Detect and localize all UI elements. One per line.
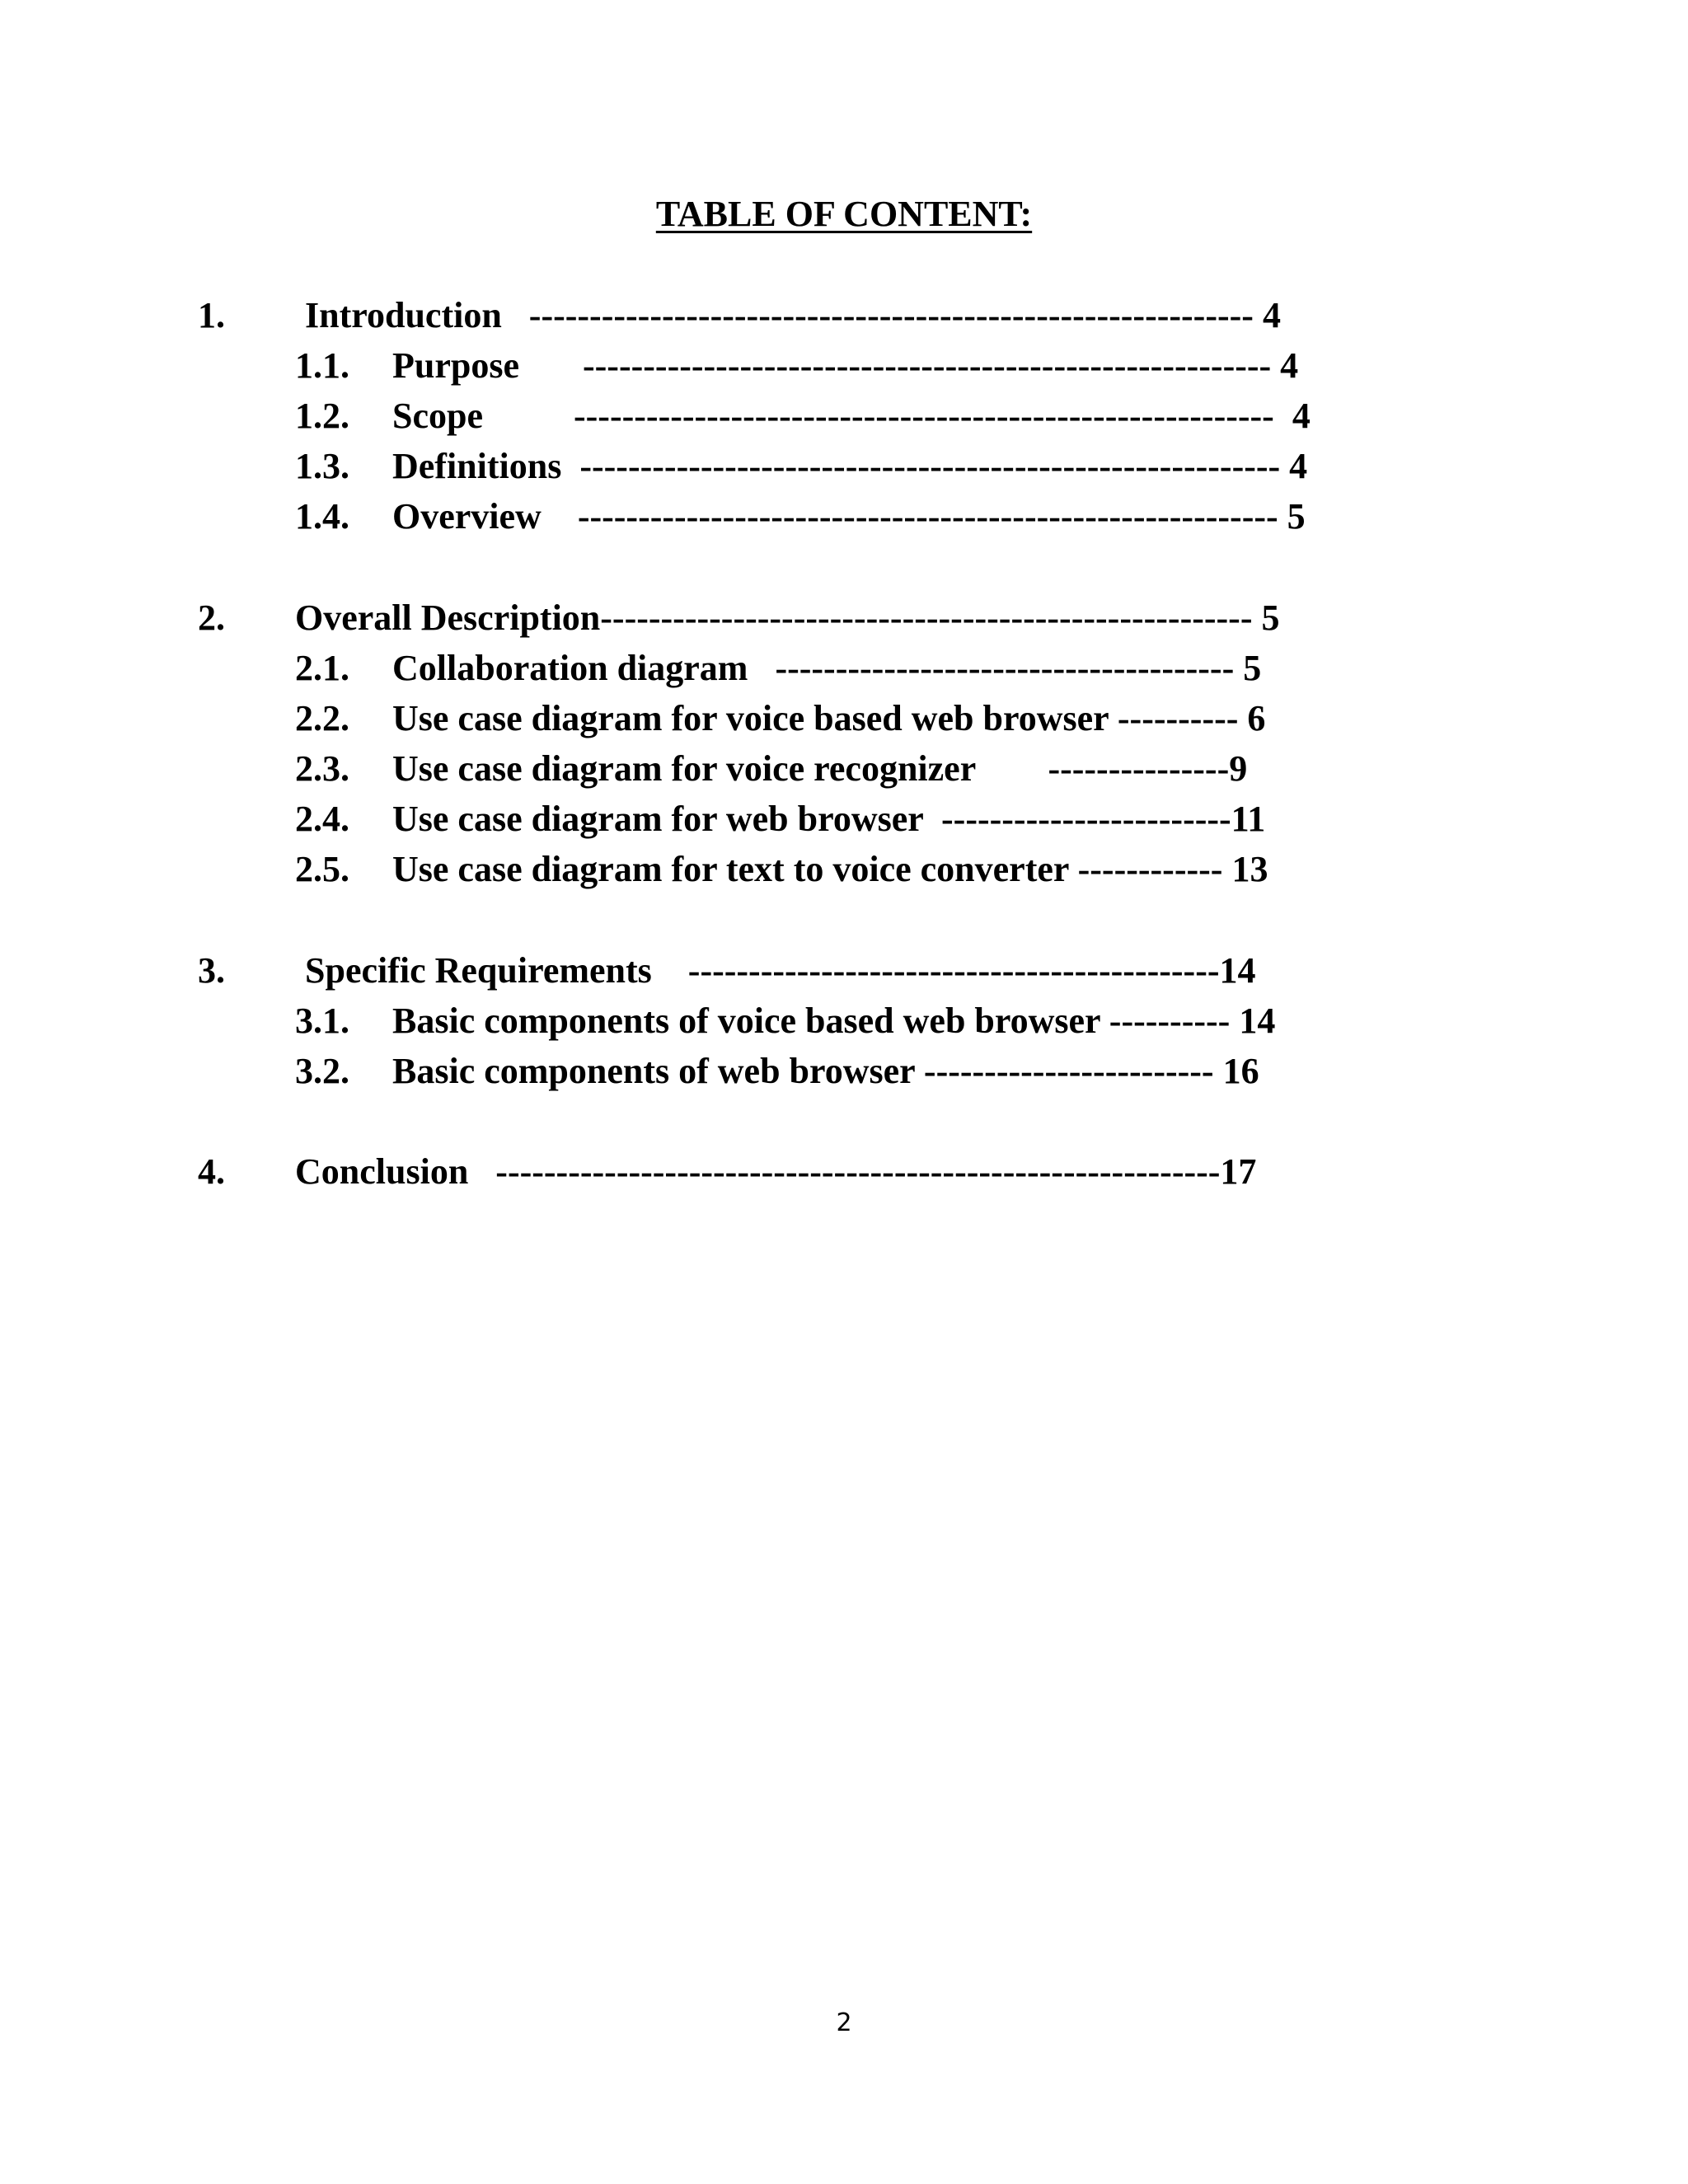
toc-entry-number: 1.3.: [295, 446, 349, 486]
toc-entry-text: Use case diagram for voice based web browser ---------- 6: [392, 698, 1266, 738]
toc-entry-number: 2.: [198, 598, 225, 638]
toc-entry-number: 1.2.: [295, 396, 349, 436]
toc-entry-text: Introduction ------------------------------------------------------------ 4: [305, 295, 1281, 335]
toc-entry-number: 3.2.: [295, 1051, 349, 1091]
toc-entry-text: Basic components of web browser ------------------------ 16: [392, 1051, 1259, 1091]
toc-entry-number: 1.: [198, 295, 225, 335]
toc-entry-text: Scope ---------------------------------------------------------- 4: [392, 396, 1311, 436]
page-number: 2: [836, 2008, 852, 2037]
toc-entry-text: Use case diagram for voice recognizer ---------------9: [392, 748, 1248, 789]
toc-entry-number: 1.4.: [295, 496, 349, 537]
toc-entry-text: Basic components of voice based web browser ---------- 14: [392, 1001, 1276, 1041]
toc-entry-number: 3.1.: [295, 1001, 349, 1041]
toc-entry-number: 2.5.: [295, 849, 349, 889]
toc-entry-text: Specific Requirements --------------------------------------------14: [305, 950, 1256, 991]
toc-entry-text: Definitions ---------------------------------------------------------- 4: [392, 446, 1308, 486]
toc-entry-text: Collaboration diagram -------------------------------------- 5: [392, 648, 1262, 688]
toc-entry: [198, 1151, 1257, 1299]
toc-entry-text: Conclusion ------------------------------------------------------------17: [295, 1151, 1257, 1192]
toc-entry-number: 2.1.: [295, 648, 349, 688]
toc-entry-text: Use case diagram for web browser ------------------------11: [392, 799, 1266, 839]
toc-title: TABLE OF CONTENT:: [655, 194, 1033, 234]
toc-entry-number: 2.4.: [295, 799, 349, 839]
toc-entry-number: 4.: [198, 1151, 225, 1192]
toc-entry-number: 2.2.: [295, 698, 349, 738]
toc-entry-number: 3.: [198, 950, 225, 991]
toc-entry-text: Overall Description------------------------------------------------------ 5: [295, 598, 1280, 638]
toc-entry-text: Overview ---------------------------------------------------------- 5: [392, 496, 1306, 537]
toc-entry-number: 1.1.: [295, 345, 349, 386]
toc-entry-text: Use case diagram for text to voice converter ------------ 13: [392, 849, 1268, 889]
toc-entry-text: Purpose --------------------------------------------------------- 4: [392, 345, 1299, 386]
toc-entry-number: 2.3.: [295, 748, 349, 789]
